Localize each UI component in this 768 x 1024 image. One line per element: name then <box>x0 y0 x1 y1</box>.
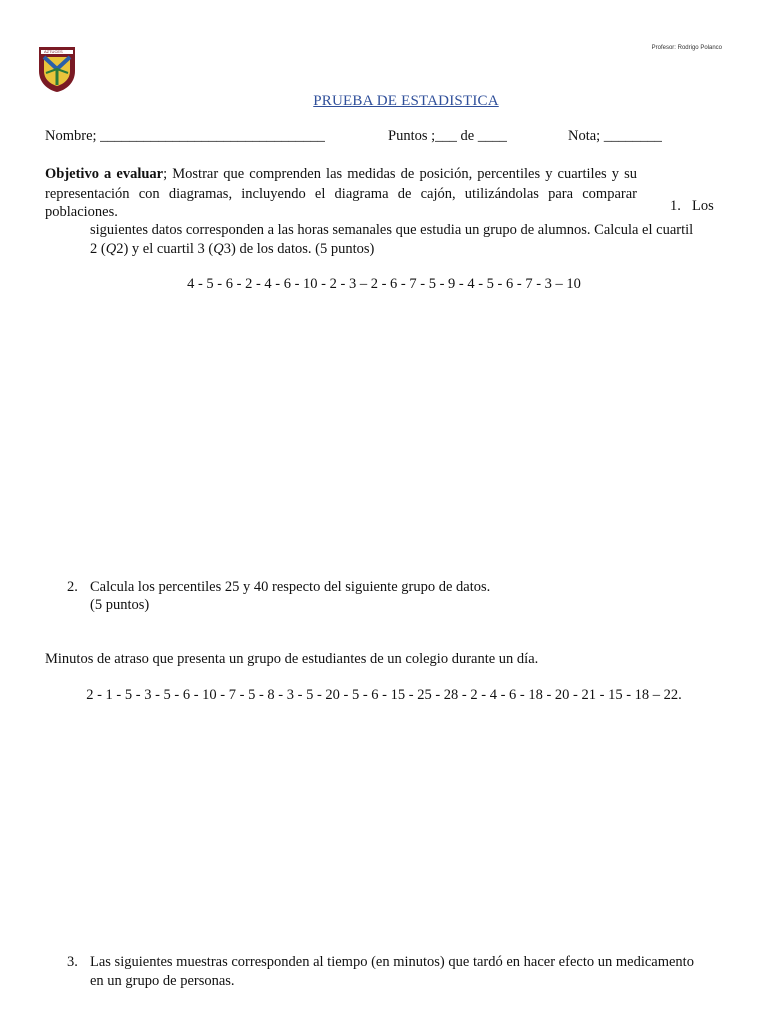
question-3-line-1: Las siguientes muestras corresponden al tiempo (en minutos) que tardó en hacer efecto un medicamento <box>90 954 694 970</box>
objective-text <box>45 164 637 204</box>
question-2-context: Minutos de atraso que presenta un grupo de estudiantes de un colegio durante un día. <box>45 651 539 667</box>
question-2-line-2: (5 puntos) <box>90 597 150 613</box>
objective-line-3: poblaciones. <box>45 204 118 220</box>
name-field: Nombre; _______________________________ <box>45 128 325 144</box>
grade-field: Nota; ________ <box>568 128 662 144</box>
question-2-number: 2. <box>67 579 78 595</box>
question-1-first-word: Los <box>692 198 714 214</box>
question-1-number: 1. <box>670 198 681 214</box>
crest-text: AZTUCES <box>44 49 63 54</box>
points-field: Puntos ;___ de ____ <box>388 128 507 144</box>
objective-line-2: representación con diagramas, incluyendo el diagrama de cajón, utilizándolas para comparar <box>45 186 637 202</box>
question-3-number: 3. <box>67 954 78 970</box>
objective-line-1: Objetivo a evaluar; Mostrar que comprenden las medidas de posición, percentiles y cuartiles y su <box>45 166 637 182</box>
professor-name: Profesor: Rodrigo Polanco <box>651 45 722 51</box>
question-2-line-1: Calcula los percentiles 25 y 40 respecto del siguiente grupo de datos. <box>90 579 491 595</box>
question-3-line-2: en un grupo de personas. <box>90 973 235 989</box>
question-2-data: 2 - 1 - 5 - 3 - 5 - 6 - 10 - 7 - 5 - 8 - 3 - 5 - 20 - 5 - 6 - 15 - 25 - 28 - 2 - 4 - 6 - 18 - 20 - 21 - 15 - 18 – 22. <box>86 687 682 703</box>
school-crest-logo <box>38 45 76 93</box>
question-1-line-3: 2 (Q2) y el cuartil 3 (Q3) de los datos. (5 puntos) <box>90 241 375 257</box>
question-1-data: 4 - 5 - 6 - 2 - 4 - 6 - 10 - 2 - 3 – 2 - 6 - 7 - 5 - 9 - 4 - 5 - 6 - 7 - 3 – 10 <box>187 276 581 292</box>
objective-label: Objetivo a evaluar <box>45 166 164 182</box>
page-title: PRUEBA DE ESTADISTICA <box>313 93 499 109</box>
question-1-line-2: siguientes datos corresponden a las horas semanales que estudia un grupo de alumnos. Calcula el cuartil <box>90 222 694 238</box>
